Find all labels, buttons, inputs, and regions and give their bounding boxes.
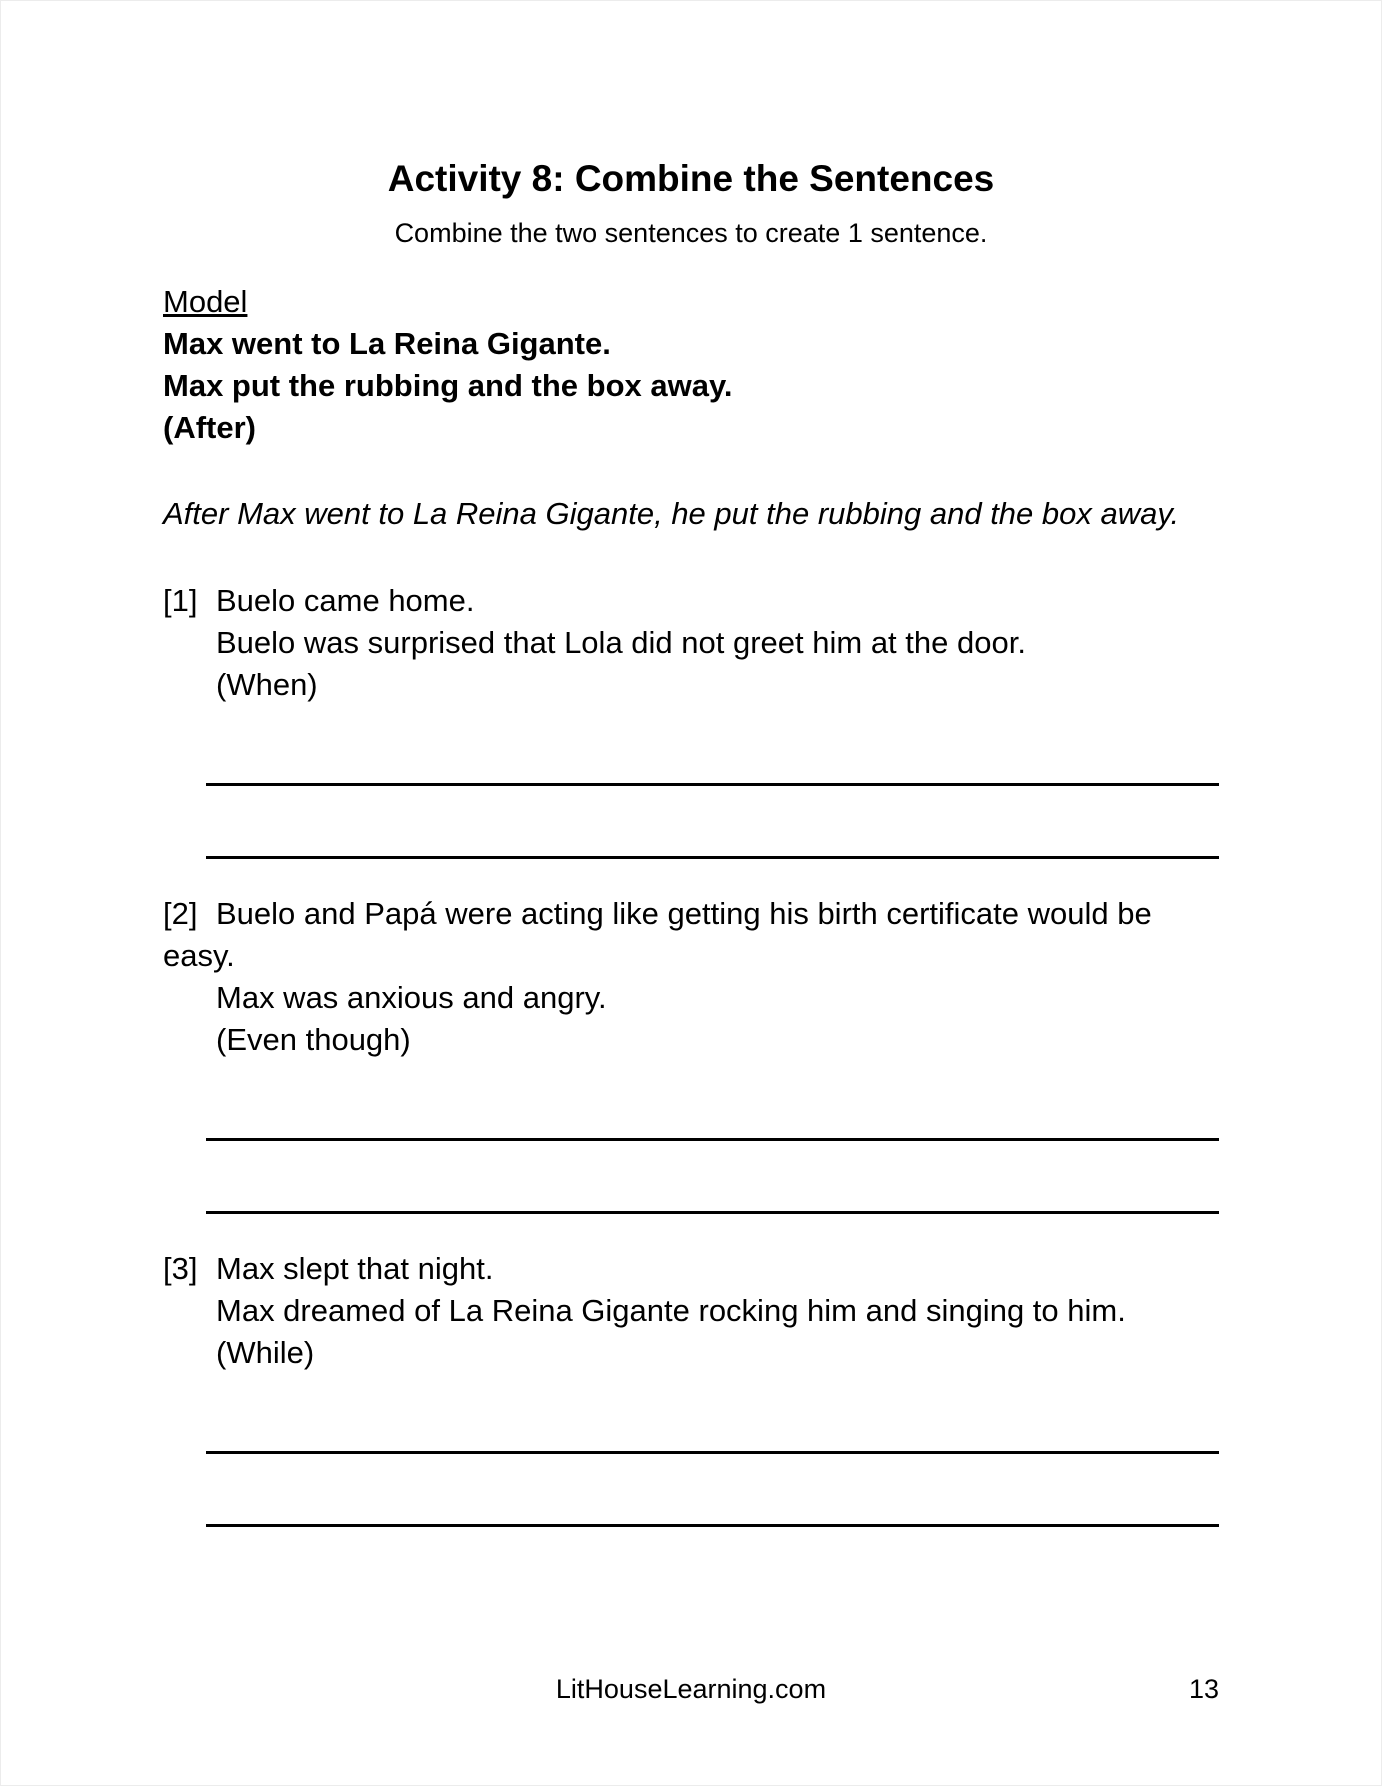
item-sentence-2: Max was anxious and angry. [216, 980, 607, 1015]
item-connector: (When) [216, 667, 318, 702]
model-section [163, 281, 1219, 449]
model-combined-example: After Max went to La Reina Gigante, he put the rubbing and the box away. [163, 496, 1180, 531]
item-first-line [163, 893, 1219, 977]
item-sentence-2: Buelo was surprised that Lola did not greet him at the door. [216, 625, 1026, 660]
item-sentence-1: Max slept that night. [216, 1251, 494, 1286]
exercise-item-1 [163, 580, 1219, 859]
item-sentence-1: Buelo and Papá were acting like getting his birth certificate would be easy. [163, 896, 1152, 973]
item-connector: (While) [216, 1335, 315, 1370]
page-footer [163, 1672, 1219, 1706]
exercise-item-2 [163, 893, 1219, 1214]
footer-page-number: 13 [1188, 1674, 1219, 1704]
item-first-line [163, 1248, 1219, 1290]
item-connector: (Even though) [216, 1022, 411, 1057]
page-title: Activity 8: Combine the Sentences [387, 158, 995, 199]
item-first-line [163, 580, 1219, 622]
page-subtitle: Combine the two sentences to create 1 sentence. [394, 218, 988, 248]
model-label: Model [163, 284, 248, 319]
item-sentence-1: Buelo came home. [216, 583, 475, 618]
item-number: [3] [163, 1251, 198, 1286]
answer-line [206, 1451, 1219, 1454]
item-number: [2] [163, 896, 198, 931]
model-sentence-2: Max put the rubbing and the box away. [163, 368, 733, 403]
model-sentence-1: Max went to La Reina Gigante. [163, 326, 611, 361]
answer-line [206, 783, 1219, 786]
answer-line [206, 1524, 1219, 1527]
exercise-item-3 [163, 1248, 1219, 1527]
model-connector: (After) [163, 410, 256, 445]
item-sentence-2: Max dreamed of La Reina Gigante rocking him and singing to him. [216, 1293, 1126, 1328]
item-number: [1] [163, 583, 198, 618]
answer-line [206, 856, 1219, 859]
footer-website: LitHouseLearning.com [555, 1674, 827, 1704]
answer-line [206, 1211, 1219, 1214]
answer-line [206, 1138, 1219, 1141]
